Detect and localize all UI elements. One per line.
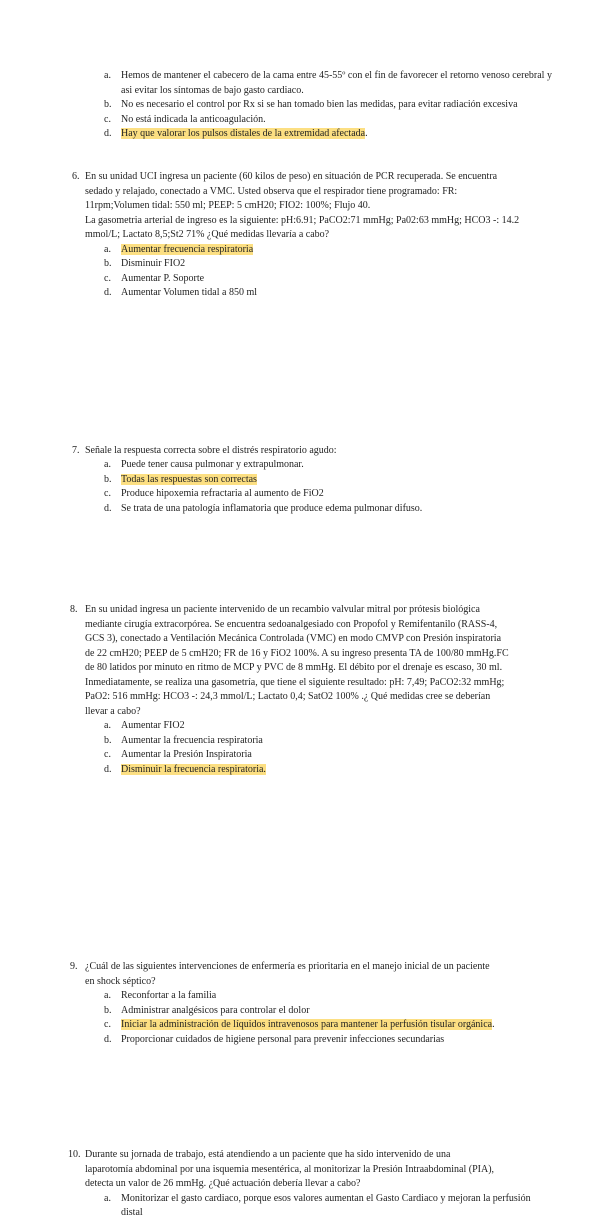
stem-line: llevar a cabo?	[85, 705, 141, 717]
option-b: b. Todas las respuestas son correctas	[104, 473, 257, 485]
option-text: No es necesario el control por Rx si se han tomado bien las medidas, para evitar radiación excesiva	[121, 99, 518, 110]
stem-line: en shock séptico?	[85, 975, 156, 987]
highlighted-answer: Disminuir la frecuencia respiratoria.	[121, 763, 266, 775]
question-10	[68, 1148, 572, 1221]
question-number: 7.	[72, 444, 80, 456]
option-a: a. Puede tener causa pulmonar y extrapulmonar.	[104, 459, 304, 470]
option-c: c. Aumentar la Presión Inspiratoria	[104, 749, 252, 760]
stem-line: Señale la respuesta correcta sobre el distrés respiratorio agudo:	[85, 444, 337, 456]
option-b: b. No es necesario el control por Rx si se han tomado bien las medidas, para evitar radiación excesiva	[104, 99, 518, 110]
option-text: Reconfortar a la familia	[121, 990, 217, 1001]
option-text: Proporcionar cuidados de higiene personal para prevenir infecciones secundarias	[121, 1033, 445, 1045]
option-c: c. Aumentar P. Soporte	[104, 272, 205, 284]
option-c: c. No está indicada la anticoagulación.	[104, 113, 266, 125]
question-6	[72, 170, 572, 301]
stem-line: de 22 cmH20; PEEP de 5 cmH20; FR de 16 y FiO2 100%. A su ingreso presenta TA de 100/80 mmHg.FC	[85, 647, 509, 659]
question-5-options	[104, 69, 556, 142]
option-a: a. Aumentar FIO2	[104, 720, 185, 731]
question-number: 9.	[70, 961, 78, 972]
stem-line: ¿Cuál de las siguientes intervenciones de enfermería es prioritaria en el manejo inicial de un paciente	[85, 961, 490, 972]
option-d: d. Disminuir la frecuencia respiratoria.	[104, 763, 266, 775]
stem-line: mmol/L; Lactato 8,5;St2 71% ¿Qué medidas llevaría a cabo?	[85, 229, 330, 240]
stem-line: mediante cirugía extracorpórea. Se encuentra sedoanalgesiado con Propofol y Remifentanilo (RASS-4,	[85, 618, 498, 630]
option-c: c. Iniciar la administración de líquidos intravenosos para mantener la perfusión tisular orgánica.	[104, 1019, 495, 1030]
option-text: Puede tener causa pulmonar y extrapulmonar.	[121, 459, 304, 470]
option-d: d. Aumentar Volumen tidal a 850 ml	[104, 287, 258, 298]
option-punctuation: .	[492, 1019, 495, 1030]
stem-line: detecta un valor de 26 mmHg. ¿Qué actuación debería llevar a cabo?	[85, 1178, 361, 1189]
option-a: a. Aumentar frecuencia respiratoria	[104, 243, 254, 255]
option-c: c. Produce hipoxemia refractaria al aumento de FiO2	[104, 488, 324, 499]
stem-line: de 80 latidos por minuto en ritmo de MCP y PVC de 8 mmHg. El débito por el drenaje es escaso, 30 ml.	[85, 662, 503, 673]
option-text: Hemos de mantener el cabecero de la cama entre 45-55º con el fin de favorecer el retorno venoso cerebral y asi evitar los síntomas de bajo gasto cardiaco.	[121, 70, 552, 96]
stem-line: Inmediatamente, se realiza una gasometría, que tiene el siguiente resultado: pH: 7,49; PaCO2:32 mmHg;	[85, 676, 505, 688]
option-text: Se trata de una patología inflamatoria que produce edema pulmonar difuso.	[121, 502, 423, 514]
highlighted-answer: Iniciar la administración de líquidos intravenosos para mantener la perfusión tisular orgánica	[121, 1019, 493, 1030]
stem-line: laparotomía abdominal por una isquemia mesentérica, al monitorizar la Presión Intraabdominal (PIA),	[85, 1163, 495, 1175]
question-9	[70, 960, 572, 1047]
option-text: Disminuir FIO2	[121, 258, 186, 269]
option-b: b. Administrar analgésicos para controlar el dolor	[104, 1004, 310, 1016]
question-number: 8.	[70, 604, 78, 615]
option-text: No está indicada la anticoagulación.	[121, 113, 266, 125]
option-a: a. Hemos de mantener el cabecero de la cama entre 45-55º con el fin de favorecer el retorno venoso cerebral y asi evitar los síntomas de bajo gasto cardiaco.	[104, 70, 552, 96]
question-stem	[85, 960, 572, 989]
stem-line: En su unidad UCI ingresa un paciente (60 kilos de peso) en situación de PCR recuperada. Se encuentra	[85, 171, 498, 182]
option-text: Aumentar FIO2	[121, 720, 185, 731]
question-stem	[85, 170, 572, 243]
question-number: 10.	[68, 1149, 81, 1160]
option-text: Aumentar la frecuencia respiratoria	[121, 734, 263, 746]
question-number: 6.	[72, 171, 80, 182]
stem-line: Durante su jornada de trabajo, está atendiendo a un paciente que ha sido intervenido de una	[85, 1149, 451, 1160]
option-text: Produce hipoxemia refractaria al aumento de FiO2	[121, 488, 324, 499]
option-text: Aumentar Volumen tidal a 850 ml	[121, 287, 258, 298]
option-b: b. Disminuir FIO2	[104, 258, 186, 269]
option-d: d. Se trata de una patología inflamatoria que produce edema pulmonar difuso.	[104, 502, 423, 514]
question-stem	[85, 603, 572, 719]
stem-line: GCS 3), conectado a Ventilación Mecánica Controlada (VMC) en modo CMVP con Presión inspiratoria	[85, 633, 502, 644]
question-stem	[85, 444, 572, 459]
option-text: Monitorizar el gasto cardiaco, porque esos valores aumentan el Gasto Cardiaco y mejoran la perfusión distal	[121, 1192, 531, 1218]
stem-line: sedado y relajado, conectado a VMC. Usted observa que el respirador tiene programado: FR:	[85, 185, 458, 197]
question-7	[72, 444, 572, 517]
stem-line: PaO2: 516 mmHg: HCO3 -: 24,3 mmol/L; Lactato 0,4; SatO2 100% .¿ Qué medidas cree se deberían	[85, 691, 491, 702]
option-a: a. Monitorizar el gasto cardiaco, porque esos valores aumentan el Gasto Cardiaco y mejoran la perfusión distal	[104, 1192, 531, 1218]
stem-line: La gasometria arterial de ingreso es la siguiente: pH:6.91; PaCO2:71 mmHg; Pa02:63 mmHg; HCO3 -: 14.2	[85, 214, 520, 226]
option-a: a. Reconfortar a la familia	[104, 990, 217, 1001]
option-text: Aumentar la Presión Inspiratoria	[121, 749, 252, 760]
option-b: b. Aumentar la frecuencia respiratoria	[104, 734, 263, 746]
highlighted-answer: Aumentar frecuencia respiratoria	[121, 243, 254, 255]
option-d: d. Proporcionar cuidados de higiene personal para prevenir infecciones secundarias	[104, 1033, 445, 1045]
option-d: d. Hay que valorar los pulsos distales de la extremidad afectada.	[104, 128, 368, 139]
question-8	[70, 603, 572, 777]
option-text: Administrar analgésicos para controlar el dolor	[121, 1004, 310, 1016]
question-stem	[85, 1148, 572, 1192]
option-punctuation: .	[365, 128, 368, 139]
stem-line: 11rpm;Volumen tidal: 550 ml; PEEP: 5 cmH20; FIO2: 100%; Flujo 40.	[85, 200, 371, 211]
stem-line: En su unidad ingresa un paciente intervenido de un recambio valvular mitral por prótesis biológica	[85, 604, 480, 615]
highlighted-answer: Hay que valorar los pulsos distales de la extremidad afectada	[121, 128, 366, 139]
highlighted-answer: Todas las respuestas son correctas	[121, 473, 257, 485]
option-text: Aumentar P. Soporte	[121, 272, 205, 284]
